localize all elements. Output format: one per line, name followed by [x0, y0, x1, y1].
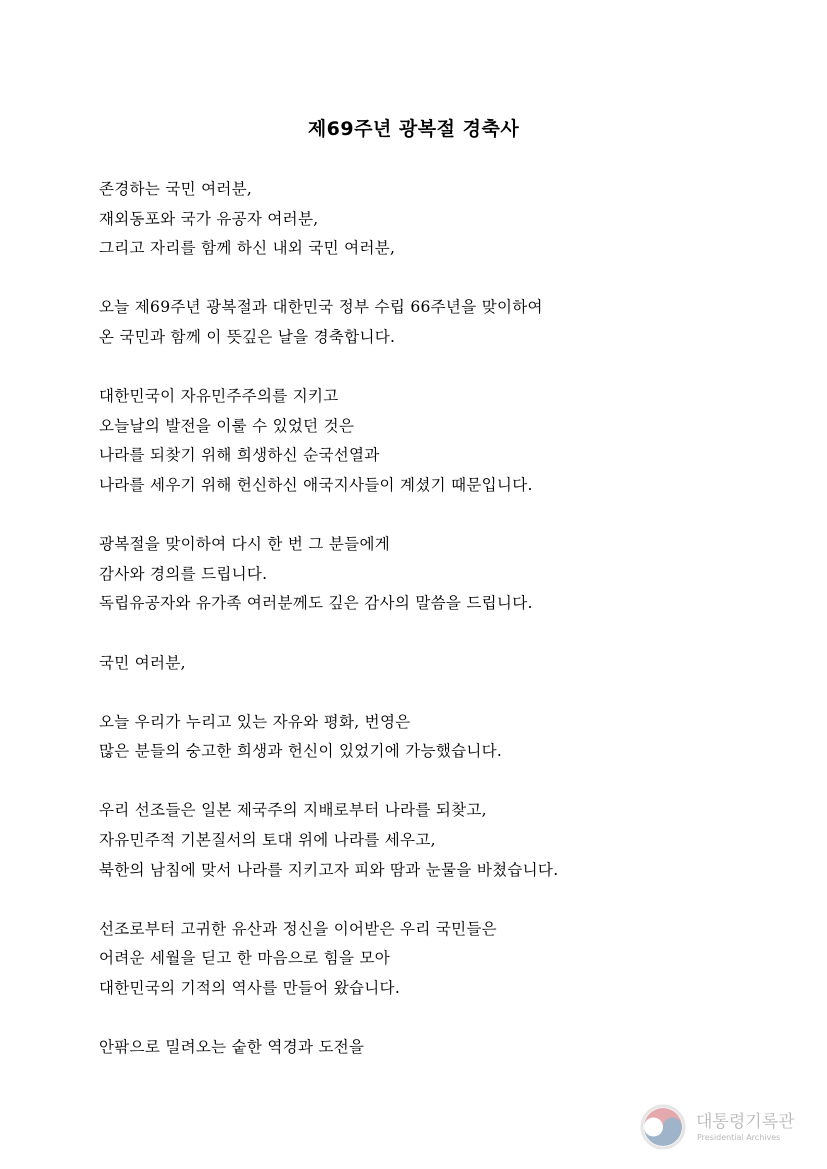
text-line: 나라를 되찾기 위해 희생하신 순국선열과	[99, 446, 380, 465]
text-line: 북한의 남침에 맞서 나라를 지키고자 피와 땀과 눈물을 바쳤습니다.	[99, 860, 559, 879]
page-title: 제69주년 광복절 경축사	[307, 118, 520, 140]
taegeuk-logo-icon	[640, 1104, 686, 1150]
speech-body	[99, 175, 799, 1092]
text-line: 나라를 세우기 위해 헌신하신 애국지사들이 계셨기 때문입니다.	[99, 475, 533, 494]
text-line: 광복절을 맞이하여 다시 한 번 그 분들에게	[99, 535, 391, 554]
text-line: 독립유공자와 유가족 여러분께도 깊은 감사의 말씀을 드립니다.	[99, 594, 533, 613]
text-line: 어려운 세월을 딛고 한 마음으로 힘을 모아	[99, 949, 391, 968]
paragraph-gratitude	[99, 530, 799, 619]
text-line: 온 국민과 함께 이 뜻깊은 날을 경축합니다.	[99, 327, 396, 346]
text-line: 대한민국의 기적의 역사를 만들어 왔습니다.	[99, 979, 401, 998]
text-line: 대한민국이 자유민주주의를 지키고	[99, 387, 339, 406]
text-line: 선조로부터 고귀한 유산과 정신을 이어받은 우리 국민들은	[99, 919, 497, 938]
paragraph-celebration	[99, 293, 799, 352]
paragraph-freedom	[99, 708, 799, 767]
paragraph-ancestors	[99, 796, 799, 885]
text-line: 오늘날의 발전을 이룰 수 있었던 것은	[99, 416, 355, 435]
archives-name: 대통령기록관	[696, 1112, 795, 1132]
text-line: 많은 분들의 숭고한 희생과 헌신이 있었기에 가능했습니다.	[99, 742, 503, 761]
text-line: 재외동포와 국가 유공자 여러분,	[99, 209, 319, 228]
text-line: 존경하는 국민 여러분,	[99, 180, 253, 198]
archives-subtitle: Presidential Archives	[697, 1133, 781, 1142]
paragraph-tribute	[99, 382, 799, 500]
text-line: 오늘 제69주년 광복절과 대한민국 정부 수립 66주년을 맞이하여	[99, 298, 543, 317]
text-line: 감사와 경의를 드립니다.	[99, 564, 268, 583]
text-line: 안팎으로 밀려오는 숱한 역경과 도전을	[99, 1038, 365, 1057]
text-line: 국민 여러분,	[99, 653, 186, 672]
text-line: 우리 선조들은 일본 제국주의 지배로부터 나라를 되찾고,	[99, 801, 487, 820]
paragraph-greeting	[99, 175, 799, 264]
text-line: 자유민주적 기본질서의 토대 위에 나라를 세우고,	[99, 831, 436, 850]
archives-watermark	[640, 1102, 810, 1152]
paragraph-address	[99, 649, 799, 679]
text-line: 그리고 자리를 함께 하신 내외 국민 여러분,	[99, 239, 396, 258]
paragraph-legacy	[99, 915, 799, 1004]
paragraph-challenges	[99, 1033, 799, 1063]
text-line: 오늘 우리가 누리고 있는 자유와 평화, 번영은	[99, 712, 411, 731]
